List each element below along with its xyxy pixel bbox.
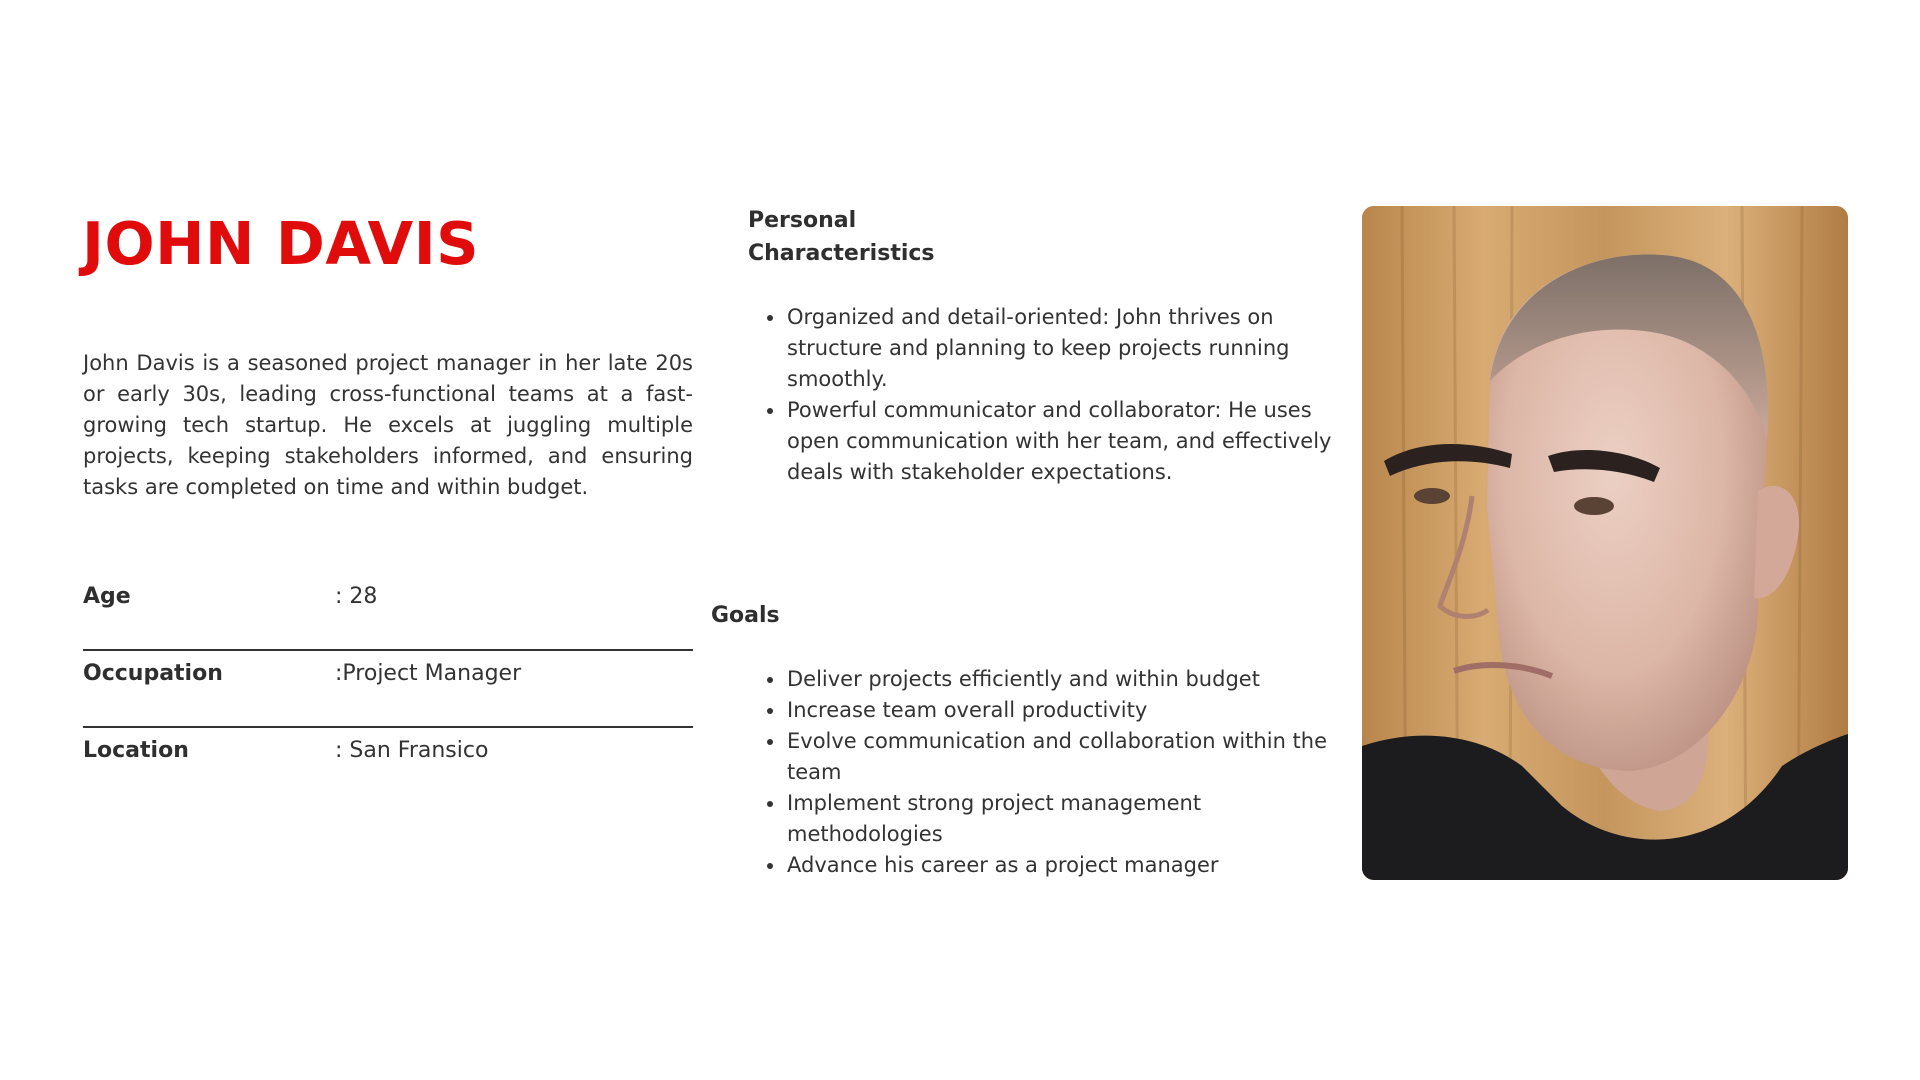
persona-bio: John Davis is a seasoned project manager in her late 20s or early 30s, leading cross-functional teams at a fast-growing tech startup. He excels at juggling multiple projects, keeping stakeholders informed, and ensuring tasks are completed on time and within budget. — [83, 351, 693, 499]
list-item: Powerful communicator and collaborator: He uses open communication with her team, and effectively deals with stakeholder expectations. — [787, 395, 1347, 488]
goals-heading: Goals — [711, 603, 780, 628]
info-label-location: Location — [83, 738, 189, 763]
info-row-occupation — [83, 651, 693, 728]
info-value-occupation: :Project Manager — [335, 661, 522, 686]
info-label-occupation: Occupation — [83, 661, 223, 686]
list-item: Evolve communication and collaboration within the team — [787, 726, 1347, 788]
personal-heading-line1: Personal — [748, 208, 857, 233]
list-item: Increase team overall productivity — [787, 695, 1347, 726]
personal-characteristics-heading — [748, 204, 1008, 270]
info-row-age — [83, 574, 693, 651]
info-table — [83, 574, 693, 805]
info-label-age: Age — [83, 584, 131, 609]
goals-list — [749, 664, 1347, 881]
info-row-location — [83, 728, 693, 805]
list-item: Advance his career as a project manager — [787, 850, 1347, 881]
personal-heading-line2: Characteristics — [748, 241, 935, 266]
portrait-photo — [1362, 206, 1848, 880]
portrait-icon — [1362, 206, 1848, 880]
info-value-age: : 28 — [335, 584, 378, 609]
list-item: Organized and detail-oriented: John thrives on structure and planning to keep projects running smoothly. — [787, 302, 1347, 395]
list-item: Implement strong project management methodologies — [787, 788, 1347, 850]
info-value-location: : San Fransico — [335, 738, 489, 763]
personal-characteristics-list — [749, 302, 1347, 488]
list-item: Deliver projects efficiently and within budget — [787, 664, 1347, 695]
persona-name: JOHN DAVIS — [82, 209, 480, 278]
